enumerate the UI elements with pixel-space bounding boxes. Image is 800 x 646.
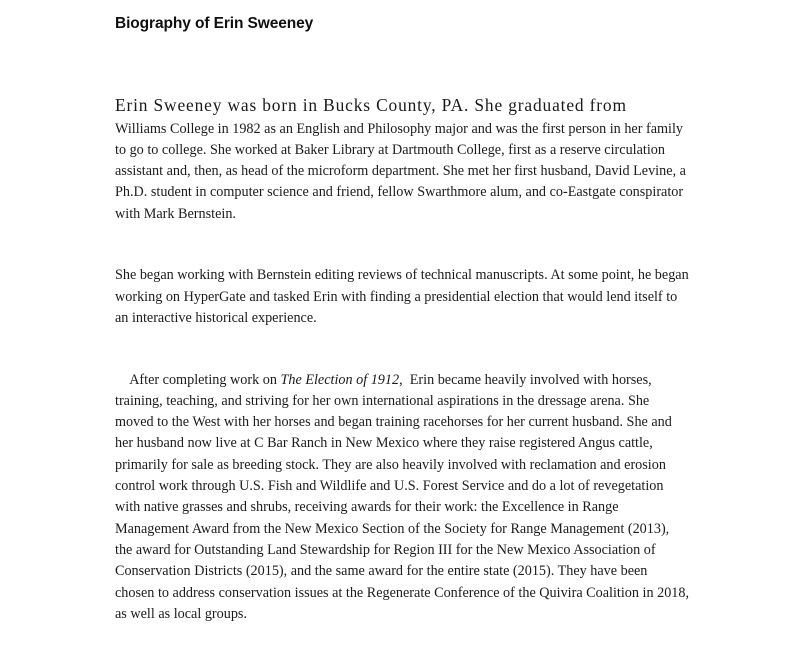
paragraph-hypergate: She began working with Bernstein editing reviews of technical manuscripts. At some point, he began working on HyperGate and tasked Erin with finding a presidential election that would lend itself to an interactive historical experience. (115, 267, 693, 326)
paragraph-text-after-work-title: , Erin became heavily involved with horses, training, teaching, and striving for her own international aspirations in the dressage arena. She moved to the West with her horses and began training racehorses for her current husband. She and her husband now live at C Bar Ranch in New Mexico where they raise registered Angus cattle, primarily for sale as breeding stock. They are also heavily involved with reclamation and erosion control work through U.S. Fish and Wildlife and U.S. Forest Service and do a lot of revegetation with native grasses and shrubs, receiving awards for their work: the Excellence in Range Management Award from the New Mexico Section of the Society for Range Management (2013), the award for Outstanding Land Stewardship for Region III for the New Mexico Association of Conservation Districts (2015), and the same award for the entire state (2015). They have been chosen to address conservation issues at the Regenerate Conference of the Quivira Coalition in 2018, as well as local groups. (115, 371, 693, 622)
paragraph-ranch-and-awards (115, 348, 693, 646)
paragraph-lead-line: Erin Sweeney was born in Bucks County, PA. She graduated from (115, 94, 627, 115)
page-title: Biography of Erin Sweeney (115, 15, 314, 32)
work-title-the-election-of-1912: The Election of 1912 (280, 371, 400, 388)
paragraph-text-before-work-title: After completing work on (129, 371, 281, 388)
paragraph-biography-intro (115, 50, 690, 246)
paragraph-body-text: Williams College in 1982 as an English and Philosophy major and was the first person in her family to go to college. She worked at Baker Library at Dartmouth College, first as a reserve circulation assistant and, then, as head of the microform department. She met her first husband, David Levine, a Ph.D. student in computer science and friend, fellow Swarthmore alum, and co-Eastgate conspirator with Mark Bernstein. (115, 120, 690, 222)
